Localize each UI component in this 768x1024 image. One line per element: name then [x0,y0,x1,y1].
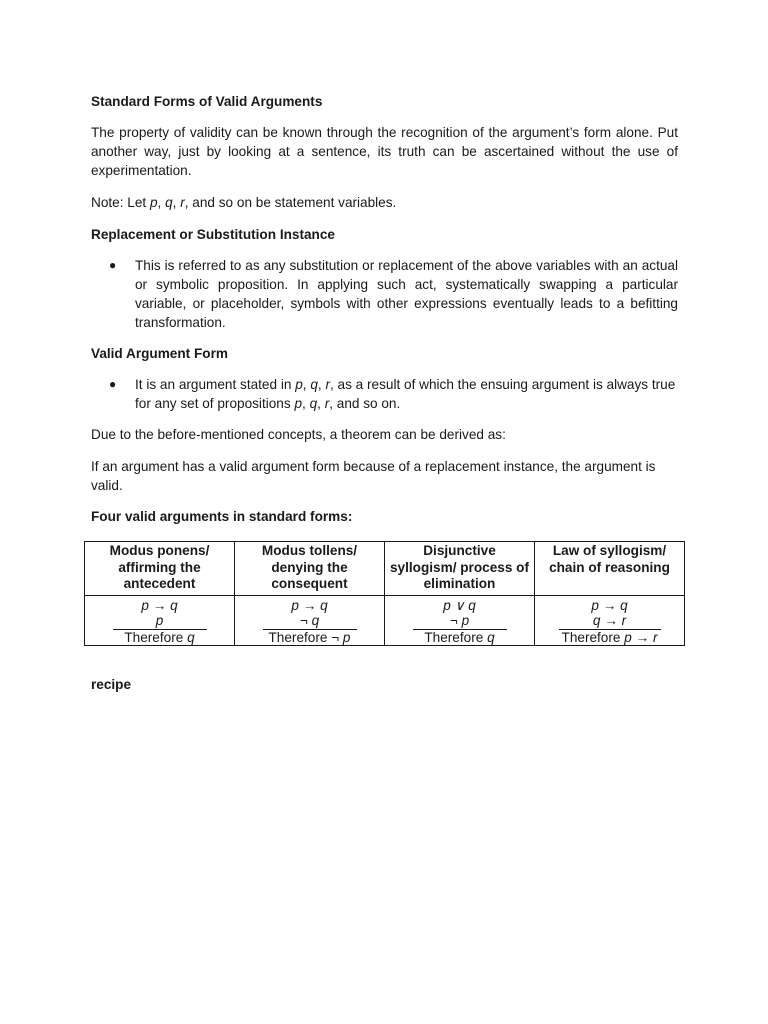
premise-2: ¬ q [263,613,357,630]
text-run: , [302,377,311,392]
premise-2: q → r [559,613,661,630]
var-r: r [180,195,185,210]
therefore-label: Therefore [124,629,184,645]
theorem-paragraph: If an argument has a valid argument form because of a replacement instance, the argument is valid. [91,459,656,493]
cell-modus-tollens [235,595,385,646]
document-body [91,92,678,526]
text-run: , [317,396,325,411]
header-disjunctive-syllogism: Disjunctive syllogism/ process of elimination [385,542,535,596]
text-run: It is an argument stated in [135,377,296,392]
var-r: r [325,377,330,392]
text-run: , [302,396,310,411]
intro-paragraph: The property of validity can be known through the recognition of the argument’s form alone. Put another way, just by looking at a sentence, its truth can be ascertained without the use of experimentation. [91,125,678,178]
conclusion-value: q [487,629,495,645]
premise-1: p → q [141,597,178,613]
cell-law-of-syllogism [535,595,685,646]
section-heading-valid-form: Valid Argument Form [91,346,228,361]
header-law-of-syllogism: Law of syllogism/ chain of reasoning [535,542,685,596]
var-p: p [294,396,302,411]
conclusion [389,630,530,646]
text-run: , as a result of which the ensuing argument is always true for any set of propositions [135,377,676,411]
cell-disjunctive-syllogism [385,595,535,646]
premise-1: p ∨ q [443,597,476,613]
conclusion [239,630,380,646]
bullet-item-replacement [109,256,678,332]
theorem-intro-paragraph: Due to the before-mentioned concepts, a theorem can be derived as: [91,427,506,442]
table-header-row [85,542,685,596]
conclusion [539,630,680,646]
bullet-text: This is referred to as any substitution or replacement of the above variables with an actual or symbolic proposition. In applying such act, systematically swapping a particular variable, or placeholder, symbols with other expressions eventually leads to a befitting transformation. [135,258,678,330]
note-sep: , [157,195,166,210]
conclusion [89,630,230,646]
note-paragraph [91,193,678,212]
section-heading-replacement: Replacement or Substitution Instance [91,227,335,242]
therefore-label: Therefore [268,629,328,645]
var-r: r [324,396,330,411]
premise-1: p → q [291,597,328,613]
text-run: , [317,377,326,392]
conclusion-value: p → r [624,629,658,645]
var-q: q [310,377,318,392]
note-sep: , [172,195,181,210]
bullet-icon: ● [109,258,117,272]
bullet-item-valid-form [109,375,678,413]
footer-word: recipe [91,677,132,692]
premise-1: p → q [591,597,628,613]
bullet-text [135,375,678,413]
header-modus-ponens: Modus ponens/ affirming the antecedent [85,542,235,596]
var-q: q [309,396,318,411]
conclusion-value: ¬ p [331,629,351,645]
therefore-label: Therefore [424,629,484,645]
note-prefix: Note: Let [91,195,150,210]
var-p: p [149,195,158,210]
header-modus-tollens: Modus tollens/ denying the consequent [235,542,385,596]
valid-arguments-table [84,541,685,646]
table-row [85,595,685,646]
conclusion-value: q [187,629,195,645]
document-title: Standard Forms of Valid Arguments [91,94,323,109]
table-heading: Four valid arguments in standard forms: [91,509,353,524]
therefore-label: Therefore [561,629,621,645]
premise-2: p [113,613,207,630]
premise-2: ¬ p [413,613,507,630]
bullet-icon: ● [109,377,117,391]
cell-modus-ponens [85,595,235,646]
var-q: q [165,195,173,210]
var-p: p [295,377,303,392]
note-suffix: , and so on be statement variables. [184,195,397,210]
text-run: , and so on. [329,396,401,411]
